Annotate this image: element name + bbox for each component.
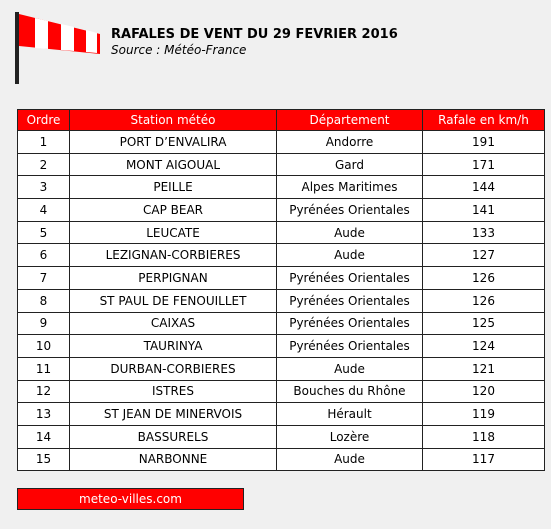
gust-cell: 126	[423, 267, 545, 290]
source-note: Source : Météo-France	[111, 43, 247, 57]
station-cell: DURBAN-CORBIERES	[70, 357, 277, 380]
station-cell: PORT D’ENVALIRA	[70, 131, 277, 154]
table-row	[18, 357, 545, 380]
gust-cell: 117	[423, 448, 545, 471]
column-header-ordre: Ordre	[18, 110, 70, 131]
table-row	[18, 312, 545, 335]
gust-cell: 124	[423, 335, 545, 358]
station-cell: LEUCATE	[70, 221, 277, 244]
table-row	[18, 176, 545, 199]
page-title: RAFALES DE VENT DU 29 FEVRIER 2016	[111, 27, 398, 42]
gust-cell: 133	[423, 221, 545, 244]
gust-cell: 125	[423, 312, 545, 335]
gust-cell: 127	[423, 244, 545, 267]
table-row	[18, 335, 545, 358]
table-row	[18, 199, 545, 222]
rank-cell: 4	[18, 199, 70, 222]
gust-cell: 171	[423, 153, 545, 176]
table-row	[18, 289, 545, 312]
rank-cell: 5	[18, 221, 70, 244]
rank-cell: 9	[18, 312, 70, 335]
rank-cell: 13	[18, 403, 70, 426]
department-cell: Pyrénées Orientales	[277, 267, 423, 290]
station-cell: NARBONNE	[70, 448, 277, 471]
department-cell: Aude	[277, 244, 423, 267]
department-cell: Lozère	[277, 425, 423, 448]
rank-cell: 6	[18, 244, 70, 267]
department-cell: Aude	[277, 448, 423, 471]
site-link[interactable]: meteo-villes.com	[17, 488, 244, 510]
station-cell: PEILLE	[70, 176, 277, 199]
wind-gust-table	[17, 109, 545, 471]
station-cell: BASSURELS	[70, 425, 277, 448]
gust-cell: 126	[423, 289, 545, 312]
table-row	[18, 131, 545, 154]
department-cell: Pyrénées Orientales	[277, 312, 423, 335]
station-cell: MONT AIGOUAL	[70, 153, 277, 176]
table-row	[18, 425, 545, 448]
gust-cell: 191	[423, 131, 545, 154]
rank-cell: 7	[18, 267, 70, 290]
rank-cell: 1	[18, 131, 70, 154]
rank-cell: 10	[18, 335, 70, 358]
table-row	[18, 448, 545, 471]
rank-cell: 14	[18, 425, 70, 448]
gust-cell: 141	[423, 199, 545, 222]
station-cell: CAIXAS	[70, 312, 277, 335]
gust-cell: 119	[423, 403, 545, 426]
table-row	[18, 267, 545, 290]
station-cell: CAP BEAR	[70, 199, 277, 222]
table-row	[18, 153, 545, 176]
department-cell: Aude	[277, 357, 423, 380]
column-header-rafale: Rafale en km/h	[423, 110, 545, 131]
windsock-icon	[12, 10, 102, 85]
rank-cell: 3	[18, 176, 70, 199]
rank-cell: 8	[18, 289, 70, 312]
gust-cell: 118	[423, 425, 545, 448]
table-row	[18, 380, 545, 403]
table-row	[18, 403, 545, 426]
station-cell: ISTRES	[70, 380, 277, 403]
station-cell: LEZIGNAN-CORBIERES	[70, 244, 277, 267]
rank-cell: 2	[18, 153, 70, 176]
table-body	[18, 131, 545, 471]
station-cell: TAURINYA	[70, 335, 277, 358]
rank-cell: 15	[18, 448, 70, 471]
gust-cell: 121	[423, 357, 545, 380]
department-cell: Alpes Maritimes	[277, 176, 423, 199]
table-header-row	[18, 110, 545, 131]
department-cell: Pyrénées Orientales	[277, 335, 423, 358]
department-cell: Hérault	[277, 403, 423, 426]
station-cell: ST PAUL DE FENOUILLET	[70, 289, 277, 312]
table-row	[18, 244, 545, 267]
department-cell: Pyrénées Orientales	[277, 199, 423, 222]
gust-cell: 144	[423, 176, 545, 199]
department-cell: Andorre	[277, 131, 423, 154]
rank-cell: 12	[18, 380, 70, 403]
column-header-station: Station météo	[70, 110, 277, 131]
gust-cell: 120	[423, 380, 545, 403]
station-cell: ST JEAN DE MINERVOIS	[70, 403, 277, 426]
department-cell: Pyrénées Orientales	[277, 289, 423, 312]
table-row	[18, 221, 545, 244]
department-cell: Gard	[277, 153, 423, 176]
column-header-departement: Département	[277, 110, 423, 131]
rank-cell: 11	[18, 357, 70, 380]
department-cell: Aude	[277, 221, 423, 244]
department-cell: Bouches du Rhône	[277, 380, 423, 403]
station-cell: PERPIGNAN	[70, 267, 277, 290]
